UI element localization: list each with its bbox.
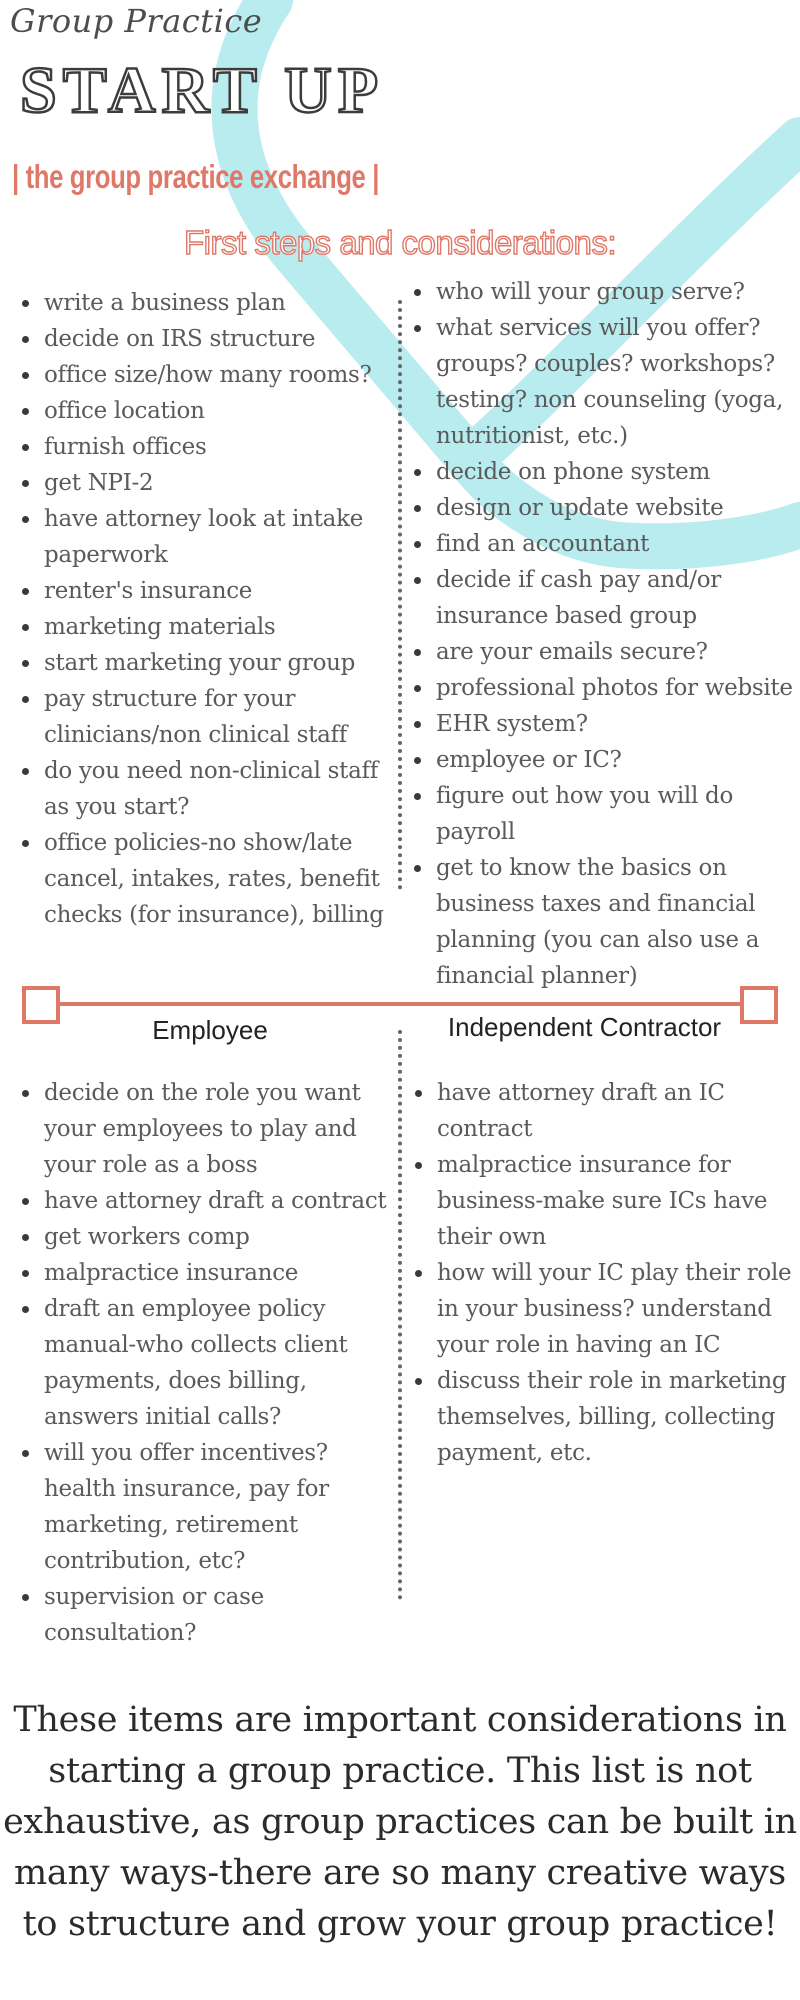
list-item: write a business plan [20, 285, 405, 321]
list-item: have attorney draft a contract [20, 1183, 405, 1219]
contractor-heading: Independent Contractor [447, 1012, 722, 1042]
contractor-list [413, 1075, 798, 1471]
list-item: decide on IRS structure [20, 321, 405, 357]
list-item: find an accountant [412, 526, 797, 562]
list-item: decide if cash pay and/or insurance based group [412, 562, 797, 634]
list-item: what services will you offer? groups? couples? workshops? testing? non counseling (yoga, nutritionist, etc.) [412, 310, 797, 454]
dotted-divider-bottom [398, 1030, 402, 1600]
section-divider [40, 1002, 762, 1006]
list-item: furnish offices [20, 429, 405, 465]
list-item: are your emails secure? [412, 634, 797, 670]
list-item: office size/how many rooms? [20, 357, 405, 393]
list-item: renter's insurance [20, 573, 405, 609]
dotted-divider-top [398, 300, 402, 890]
list-item: start marketing your group [20, 645, 405, 681]
list-item: office location [20, 393, 405, 429]
list-item: decide on the role you want your employees to play and your role as a boss [20, 1075, 405, 1183]
first-steps-left-list [20, 285, 405, 933]
list-item: have attorney draft an IC contract [413, 1075, 798, 1147]
list-item: office policies-no show/late cancel, intakes, rates, benefit checks (for insurance), billing [20, 825, 405, 933]
employee-heading: Employee [152, 1015, 268, 1045]
list-item: discuss their role in marketing themselves, billing, collecting payment, etc. [413, 1363, 798, 1471]
list-item: marketing materials [20, 609, 405, 645]
list-item: malpractice insurance for business-make sure ICs have their own [413, 1147, 798, 1255]
list-item: get workers comp [20, 1219, 405, 1255]
employee-list [20, 1075, 405, 1651]
closing-statement: These items are important considerations in starting a group practice. This list is not exhaustive, as group practices can be built in many ways-there are so many creative ways to structure and grow your group practice! [3, 1700, 797, 1944]
list-item: decide on phone system [412, 454, 797, 490]
list-item: supervision or case consultation? [20, 1579, 405, 1651]
list-item: who will your group serve? [412, 274, 797, 310]
list-item: employee or IC? [412, 742, 797, 778]
list-item: professional photos for website [412, 670, 797, 706]
list-item: figure out how you will do payroll [412, 778, 797, 850]
list-item: EHR system? [412, 706, 797, 742]
list-item: pay structure for your clinicians/non clinical staff [20, 681, 405, 753]
list-item: how will your IC play their role in your business? understand your role in having an IC [413, 1255, 798, 1363]
exchange-label: | the group practice exchange | [12, 158, 380, 195]
list-item: have attorney look at intake paperwork [20, 501, 405, 573]
list-item: get NPI-2 [20, 465, 405, 501]
list-item: design or update website [412, 490, 797, 526]
list-item: draft an employee policy manual-who collects client payments, does billing, answers initial calls? [20, 1291, 405, 1435]
list-item: malpractice insurance [20, 1255, 405, 1291]
first-steps-right-list [412, 274, 797, 994]
list-item: do you need non-clinical staff as you start? [20, 753, 405, 825]
script-title: Group Practice [10, 2, 263, 40]
list-item: get to know the basics on business taxes and financial planning (you can also use a financial planner) [412, 850, 797, 994]
section-title: First steps and considerations: [183, 224, 617, 261]
list-item: will you offer incentives? health insurance, pay for marketing, retirement contribution, etc? [20, 1435, 405, 1579]
page-title: START UP [20, 54, 385, 127]
